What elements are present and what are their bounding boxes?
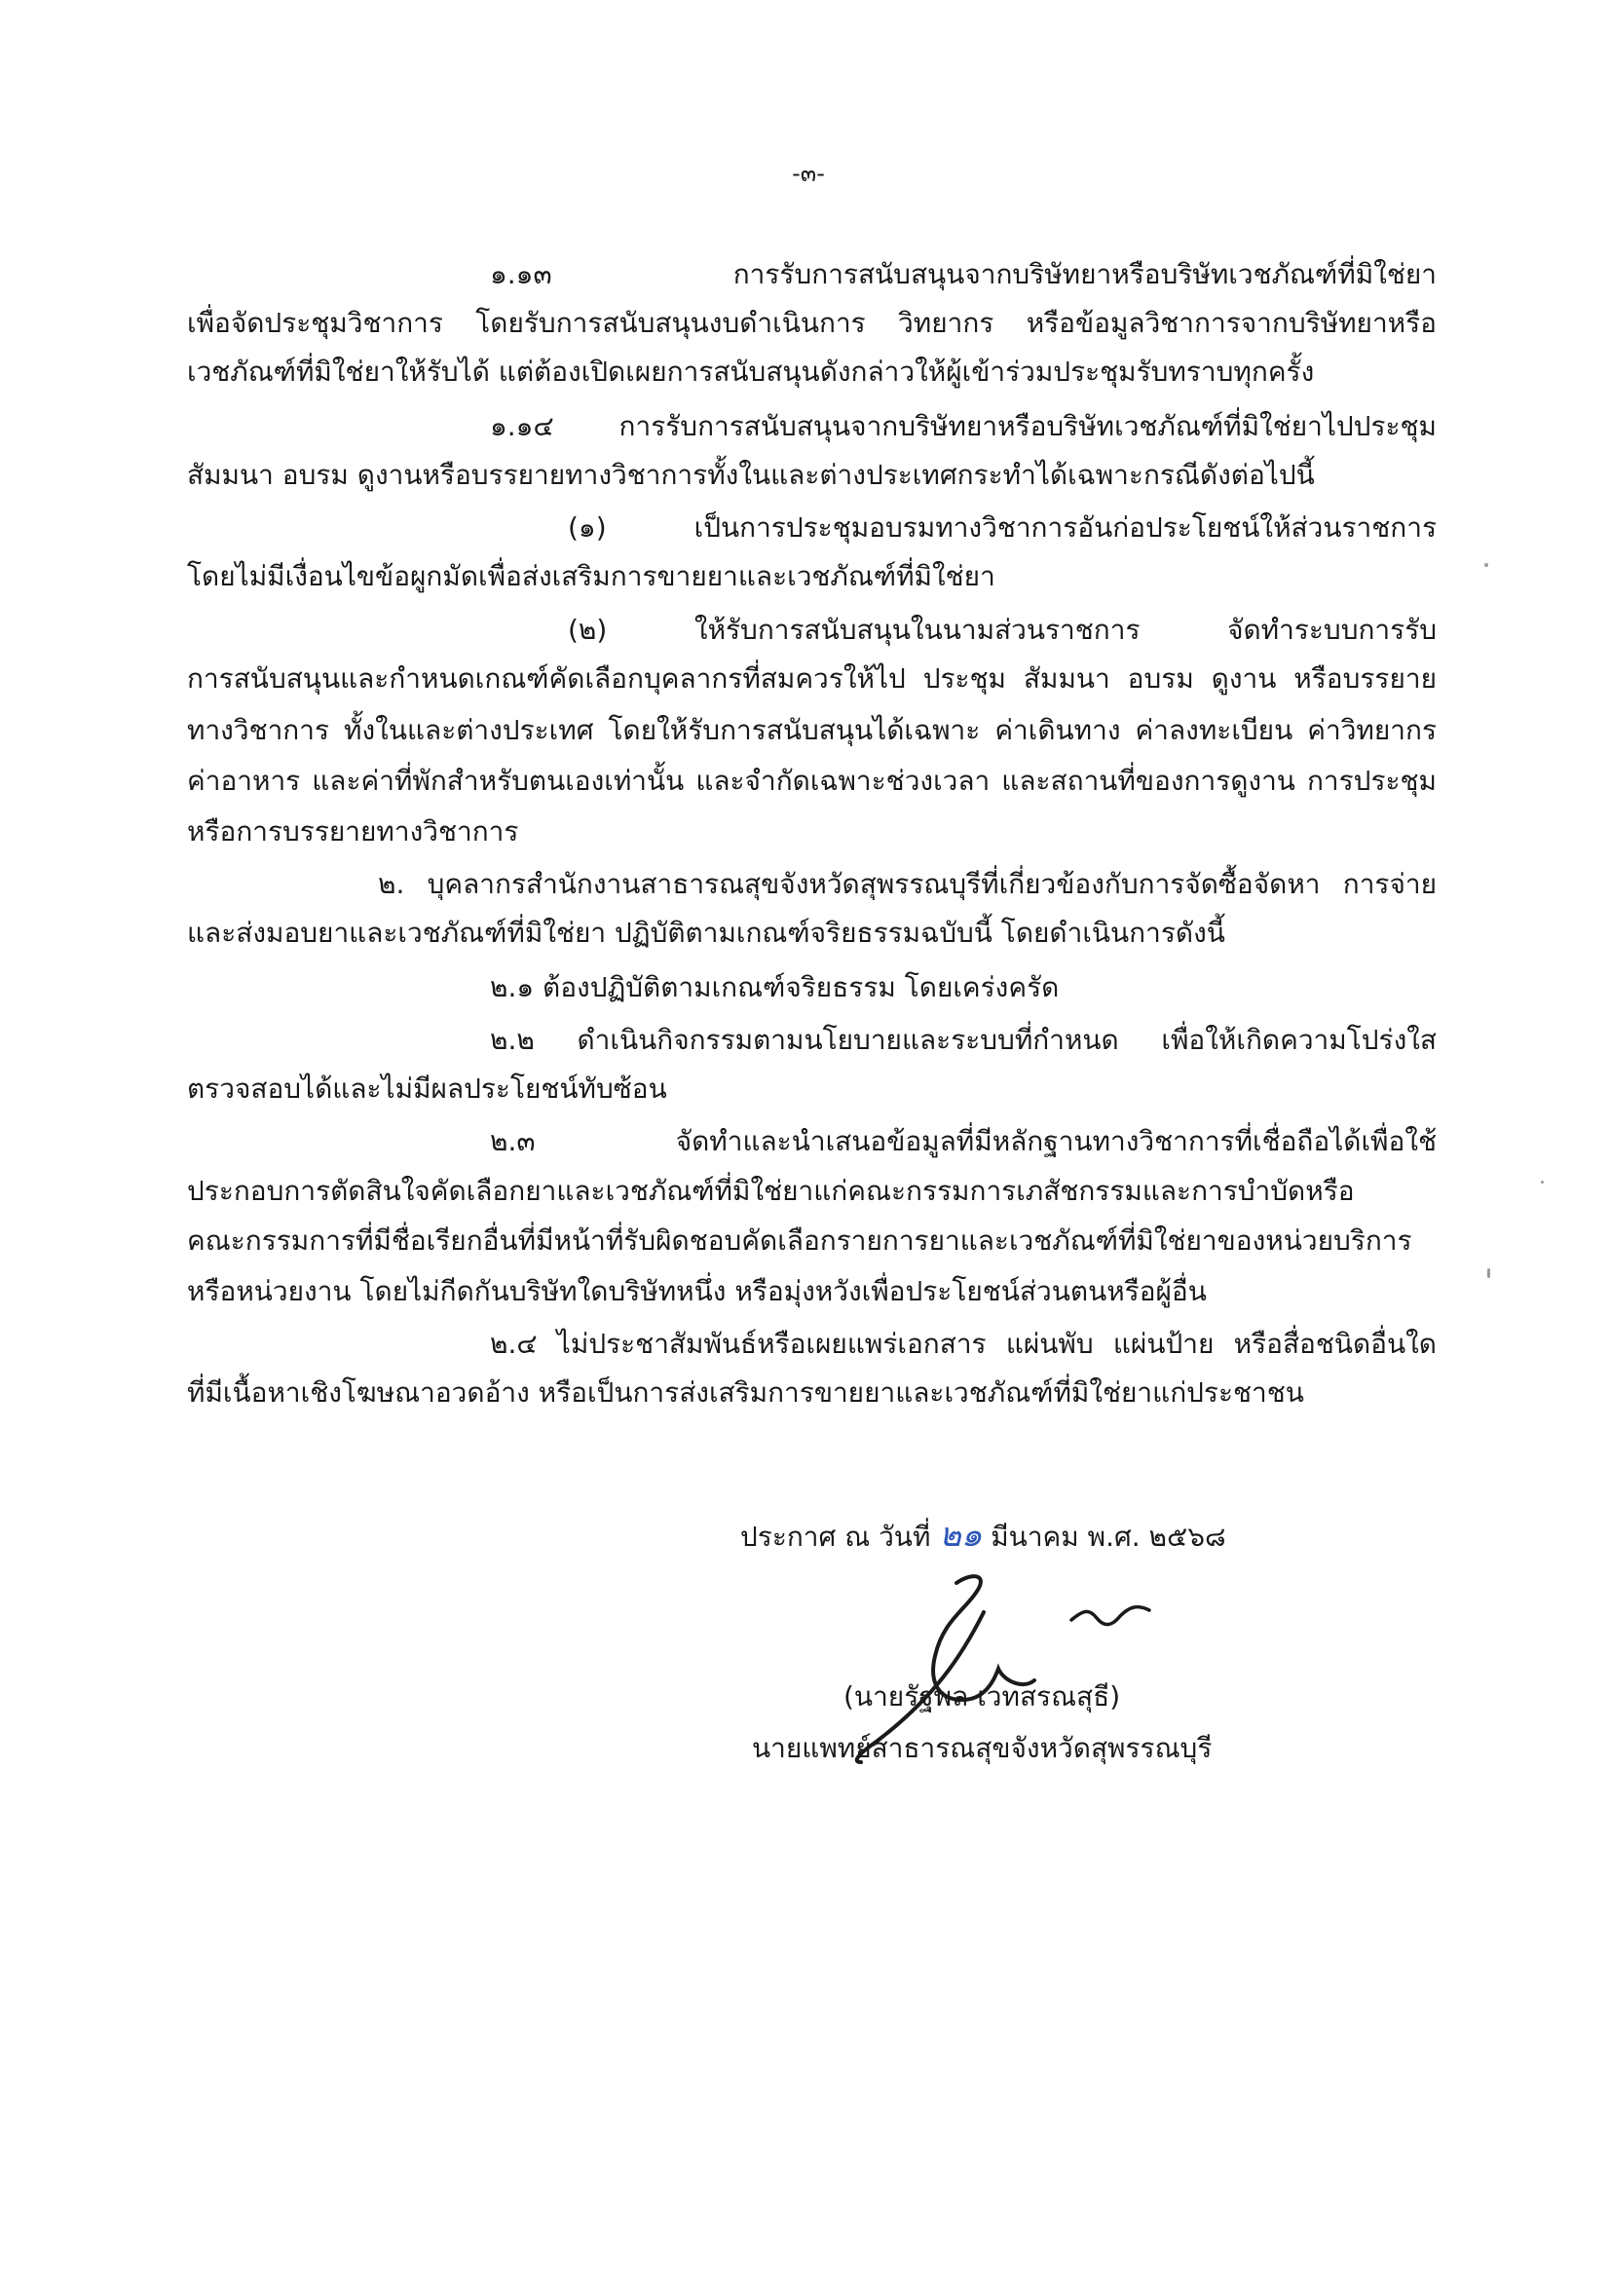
clause-2-3-line-4: หรือหน่วยงาน โดยไม่กีดกันบริษัทใดบริษัทหนึ่ง หรือมุ่งหวังเพื่อประโยชน์ส่วนตนหรือผู้อื่น bbox=[187, 1275, 1207, 1307]
scan-speck bbox=[1487, 1268, 1490, 1278]
page-number: -๓- bbox=[792, 160, 825, 187]
clause-1-14-line-2: สัมมนา อบรม ดูงานหรือบรรยายทางวิชาการทั้งในและต่างประเทศกระทำได้เฉพาะกรณีดังต่อไปนี้ bbox=[187, 459, 1315, 491]
announcement-date bbox=[740, 1516, 1226, 1557]
clause-2-2-line-1: ๒.๒ ดำเนินกิจกรรมตามนโยบายและระบบที่กำหนด เพื่อให้เกิดความโปร่งใส bbox=[490, 1024, 1437, 1056]
sub-item-2-line-2: การสนับสนุนและกำหนดเกณฑ์คัดเลือกบุคลากรที่สมควรให้ไป ประชุม สัมมนา อบรม ดูงาน หรือบรรยาย bbox=[187, 662, 1437, 695]
announcement-month-year: มีนาคม พ.ศ. ๒๕๖๘ bbox=[991, 1521, 1226, 1553]
handwritten-day: ๒๑ bbox=[939, 1516, 983, 1555]
clause-2-1: ๒.๑ ต้องปฏิบัติตามเกณฑ์จริยธรรม โดยเคร่งครัด bbox=[490, 971, 1060, 1003]
section-2-line-2: และส่งมอบยาและเวชภัณฑ์ที่มิใช่ยา ปฏิบัติตามเกณฑ์จริยธรรมฉบับนี้ โดยดำเนินการดังนี้ bbox=[187, 917, 1225, 949]
clause-2-3-line-2: ประกอบการตัดสินใจคัดเลือกยาและเวชภัณฑ์ที่มิใช่ยาแก่คณะกรรมการเภสัชกรรมและการบำบัดหรือ bbox=[187, 1175, 1355, 1207]
sub-item-2-line-3: ทางวิชาการ ทั้งในและต่างประเทศ โดยให้รับการสนับสนุนได้เฉพาะ ค่าเดินทาง ค่าลงทะเบียน ค่าวิทยากร bbox=[187, 714, 1437, 746]
clause-2-4-line-1: ๒.๔ ไม่ประชาสัมพันธ์หรือเผยแพร่เอกสาร แผ่นพับ แผ่นป้าย หรือสื่อชนิดอื่นใด bbox=[490, 1328, 1437, 1360]
clause-1-13-line-1: ๑.๑๓ การรับการสนับสนุนจากบริษัทยาหรือบริษัทเวชภัณฑ์ที่มิใช่ยา bbox=[490, 258, 1437, 290]
signatory-position: นายแพทย์สาธารณสุขจังหวัดสุพรรณบุรี bbox=[752, 1732, 1213, 1764]
signatory-name: (นายรัฐพล เวทสรณสุธี) bbox=[843, 1680, 1121, 1713]
scan-speck bbox=[1484, 563, 1488, 567]
sub-item-2-line-5: หรือการบรรยายทางวิชาการ bbox=[187, 815, 519, 847]
sub-item-1-line-2: โดยไม่มีเงื่อนไขข้อผูกมัดเพื่อส่งเสริมการขายยาและเวชภัณฑ์ที่มิใช่ยา bbox=[187, 560, 995, 592]
clause-1-13-line-2: เพื่อจัดประชุมวิชาการ โดยรับการสนับสนุนงบดำเนินการ วิทยากร หรือข้อมูลวิชาการจากบริษัทยาหรือ bbox=[187, 307, 1437, 339]
clause-1-13-line-3: เวชภัณฑ์ที่มิใช่ยาให้รับได้ แต่ต้องเปิดเผยการสนับสนุนดังกล่าวให้ผู้เข้าร่วมประชุมรับทราบทุกครั้ง bbox=[187, 356, 1315, 388]
section-2-line-1: ๒. บุคลากรสำนักงานสาธารณสุขจังหวัดสุพรรณบุรีที่เกี่ยวข้องกับการจัดซื้อจัดหา การจ่าย bbox=[378, 868, 1437, 900]
scan-speck bbox=[1541, 1181, 1544, 1184]
announcement-prefix: ประกาศ ณ วันที่ bbox=[740, 1521, 931, 1553]
clause-2-4-line-2: ที่มีเนื้อหาเชิงโฆษณาอวดอ้าง หรือเป็นการส่งเสริมการขายยาและเวชภัณฑ์ที่มิใช่ยาแก่ประชาชน bbox=[187, 1376, 1304, 1409]
sub-item-2-line-1: (๒) ให้รับการสนับสนุนในนามส่วนราชการ จัดทำระบบการรับ bbox=[568, 614, 1437, 646]
clause-2-2-line-2: ตรวจสอบได้และไม่มีผลประโยชน์ทับซ้อน bbox=[187, 1073, 667, 1105]
clause-2-3-line-3: คณะกรรมการที่มีชื่อเรียกอื่นที่มีหน้าที่รับผิดชอบคัดเลือกรายการยาและเวชภัณฑ์ที่มิใช่ยาของหน่วยบริการ bbox=[187, 1224, 1412, 1257]
sub-item-1-line-1: (๑) เป็นการประชุมอบรมทางวิชาการอันก่อประโยชน์ให้ส่วนราชการ bbox=[568, 511, 1437, 544]
sub-item-2-line-4: ค่าอาหาร และค่าที่พักสำหรับตนเองเท่านั้น และจำกัดเฉพาะช่วงเวลา และสถานที่ของการดูงาน การประชุม bbox=[187, 765, 1437, 797]
clause-1-14-line-1: ๑.๑๔ การรับการสนับสนุนจากบริษัทยาหรือบริษัทเวชภัณฑ์ที่มิใช่ยาไปประชุม bbox=[490, 410, 1437, 442]
clause-2-3-line-1: ๒.๓ จัดทำและนำเสนอข้อมูลที่มีหลักฐานทางวิชาการที่เชื่อถือได้เพื่อใช้ bbox=[490, 1125, 1437, 1157]
